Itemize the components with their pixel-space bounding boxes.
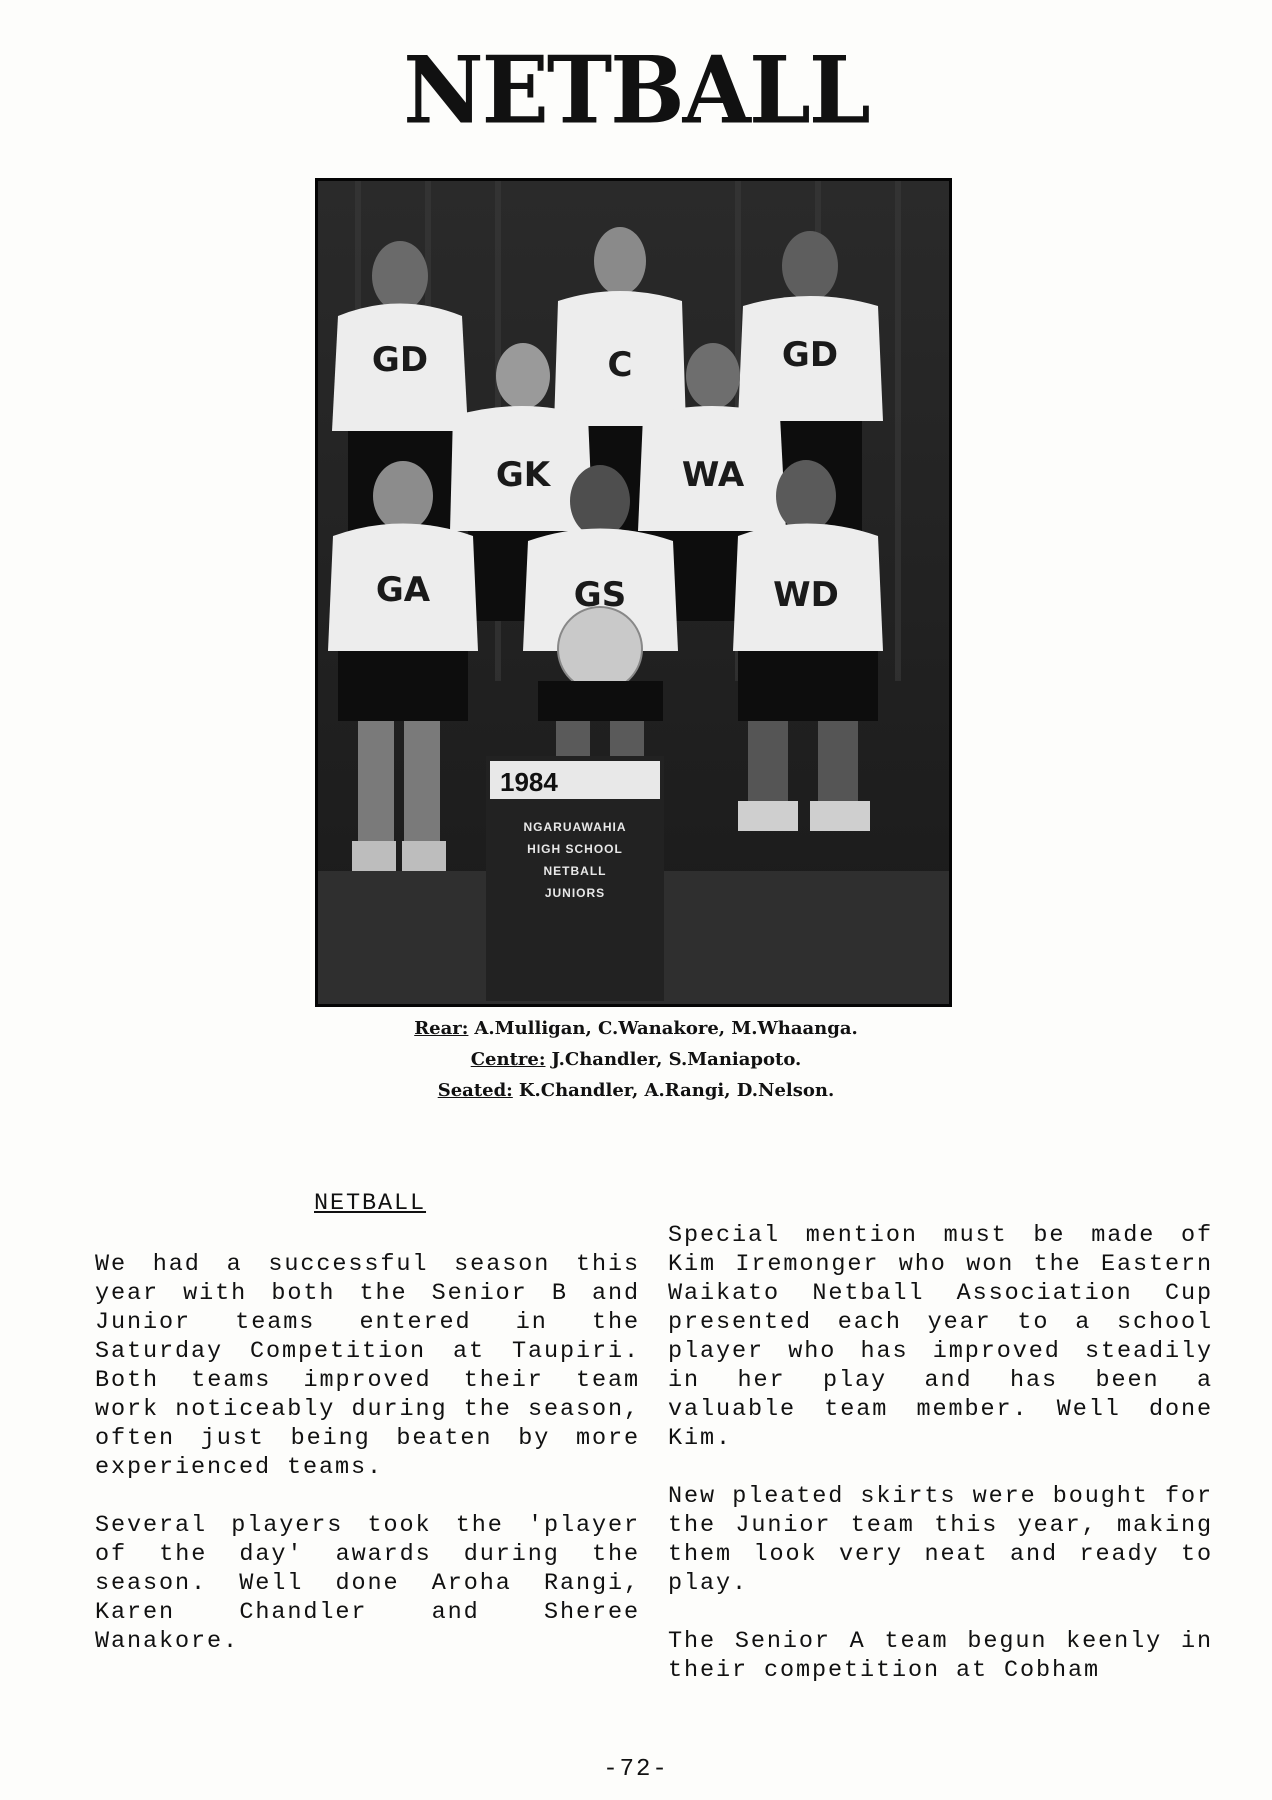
bib-rear-right: GD xyxy=(781,335,839,375)
caption-centre xyxy=(0,1044,1272,1075)
bib-rear-center: C xyxy=(607,345,633,385)
bib-seated-left: GA xyxy=(375,570,431,610)
bib-seated-center: GS xyxy=(573,575,627,615)
caption-centre-names: J.Chandler, S.Maniapoto. xyxy=(551,1049,802,1070)
sign-line-2: HIGH SCHOOL xyxy=(527,842,623,856)
bib-centre-right: WA xyxy=(681,455,745,495)
article-paragraph: New pleated skirts were bought for the Junior team this year, making them look very neat and ready to play. xyxy=(668,1483,1213,1597)
article-paragraph: Special mention must be made of Kim Iremonger who won the Eastern Waikato Netball Association Cup presented each year to a school player who has improved steadily in her play and has been a valuable team member. Well done Kim. xyxy=(668,1222,1213,1452)
caption-rear-names: A.Mulligan, C.Wanakore, M.Whaanga. xyxy=(474,1018,858,1039)
article-paragraph: The Senior A team begun keenly in their competition at Cobham xyxy=(668,1628,1213,1684)
page-headline: NETBALL xyxy=(403,35,869,145)
team-sign xyxy=(486,756,664,1001)
bib-seated-right: WD xyxy=(773,575,839,615)
caption-rear-label: Rear: xyxy=(414,1018,469,1039)
article-heading: NETBALL xyxy=(314,1190,427,1217)
sign-line-3: NETBALL xyxy=(543,864,607,878)
article-left-column xyxy=(95,1250,640,1685)
team-photo xyxy=(315,178,952,1007)
caption-seated-label: Seated: xyxy=(437,1080,513,1101)
sign-year: 1984 xyxy=(500,767,558,797)
caption-centre-label: Centre: xyxy=(470,1049,546,1070)
sign-line-1: NGARUAWAHIA xyxy=(523,820,627,834)
photo-captions xyxy=(0,1013,1272,1106)
bib-centre-left: GK xyxy=(495,455,551,495)
article-right-column xyxy=(668,1221,1213,1714)
sign-line-4: JUNIORS xyxy=(544,886,606,900)
caption-rear xyxy=(0,1013,1272,1044)
caption-seated-names: K.Chandler, A.Rangi, D.Nelson. xyxy=(518,1080,835,1101)
caption-seated xyxy=(0,1075,1272,1106)
netball xyxy=(558,607,642,691)
bib-rear-left: GD xyxy=(371,340,429,380)
page-number: -72- xyxy=(603,1756,669,1783)
article-paragraph: We had a successful season this year with both the Senior B and Junior teams entered in the Saturday Competition at Taupiri. Both teams improved their team work noticeably during the season, often just being beaten by more experienced teams. xyxy=(95,1251,640,1481)
article-paragraph: Several players took the 'player of the day' awards during the season. Well done Aroha Rangi, Karen Chandler and Sheree Wanakore. xyxy=(95,1512,640,1655)
